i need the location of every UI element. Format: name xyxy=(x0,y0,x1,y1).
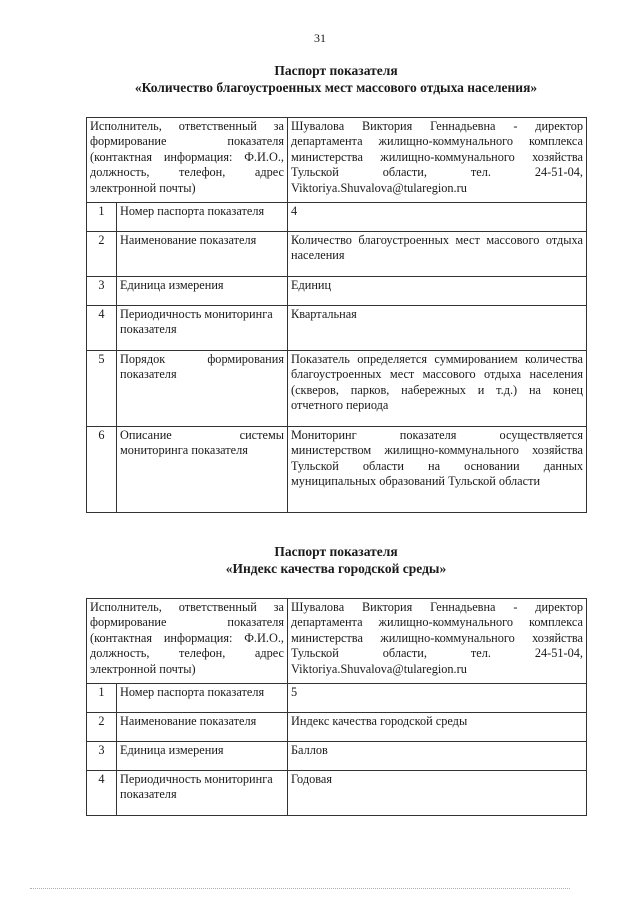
table-row-executor xyxy=(87,118,587,203)
table-row xyxy=(87,427,587,513)
row-value: Единиц xyxy=(288,277,587,306)
row-number: 4 xyxy=(87,771,117,816)
indicator-passport-4 xyxy=(86,62,586,513)
row-number: 2 xyxy=(87,713,117,742)
executor-label: Исполнитель, ответственный за формирование показателя (контактная информация: Ф.И.О., должность, телефон, адрес электронной почты) xyxy=(87,118,288,203)
row-value: Индекс качества городской среды xyxy=(288,713,587,742)
table-row xyxy=(87,232,587,277)
table-row xyxy=(87,351,587,427)
row-label: Описание системы мониторинга показателя xyxy=(117,427,288,513)
table-row xyxy=(87,742,587,771)
row-label: Номер паспорта показателя xyxy=(117,203,288,232)
passport-table xyxy=(86,117,587,513)
passport-subtitle: «Количество благоустроенных мест массового отдыха населения» xyxy=(134,80,538,95)
row-number: 3 xyxy=(87,277,117,306)
scan-artifact-line xyxy=(30,888,570,890)
executor-label: Исполнитель, ответственный за формирование показателя (контактная информация: Ф.И.О., должность, телефон, адрес электронной почты) xyxy=(87,599,288,684)
row-number: 1 xyxy=(87,684,117,713)
passport-subtitle: «Индекс качества городской среды» xyxy=(225,561,447,576)
table-row-executor xyxy=(87,599,587,684)
row-value: Баллов xyxy=(288,742,587,771)
row-value: 4 xyxy=(288,203,587,232)
table-row xyxy=(87,277,587,306)
row-label: Периодичность мониторинга показателя xyxy=(117,306,288,351)
row-value: Показатель определяется суммированием количества благоустроенных мест массового отдыха населения (скверов, парков, набережных и т.д.) на конец отчетного периода xyxy=(288,351,587,427)
table-row xyxy=(87,771,587,816)
passport-title: Паспорт показателя xyxy=(274,63,398,78)
row-label: Наименование показателя xyxy=(117,713,288,742)
indicator-passport-5 xyxy=(86,543,586,816)
row-label: Номер паспорта показателя xyxy=(117,684,288,713)
row-number: 6 xyxy=(87,427,117,513)
table-row xyxy=(87,684,587,713)
passport-title: Паспорт показателя xyxy=(274,544,398,559)
row-number: 2 xyxy=(87,232,117,277)
row-number: 5 xyxy=(87,351,117,427)
page-number: 31 xyxy=(314,31,326,45)
table-row xyxy=(87,306,587,351)
row-number: 1 xyxy=(87,203,117,232)
row-label: Единица измерения xyxy=(117,277,288,306)
table-row xyxy=(87,713,587,742)
passport-table xyxy=(86,598,587,816)
row-number: 3 xyxy=(87,742,117,771)
row-label: Наименование показателя xyxy=(117,232,288,277)
row-value: Квартальная xyxy=(288,306,587,351)
row-value: Мониторинг показателя осуществляется министерством жилищно-коммунального хозяйства Тульской области на основании данных муниципальных образований Тульской области xyxy=(288,427,587,513)
row-label: Единица измерения xyxy=(117,742,288,771)
table-row xyxy=(87,203,587,232)
row-value: 5 xyxy=(288,684,587,713)
executor-value: Шувалова Виктория Геннадьевна - директор департамента жилищно-коммунального комплекса министерства жилищно-коммунального хозяйства Тульской области, тел. 24-51-04, Viktoriya.Shuvalova@tularegion.ru xyxy=(288,599,587,684)
row-label: Периодичность мониторинга показателя xyxy=(117,771,288,816)
row-label: Порядок формирования показателя xyxy=(117,351,288,427)
row-value: Годовая xyxy=(288,771,587,816)
row-value: Количество благоустроенных мест массового отдыха населения xyxy=(288,232,587,277)
executor-value: Шувалова Виктория Геннадьевна - директор департамента жилищно-коммунального комплекса министерства жилищно-коммунального хозяйства Тульской области, тел. 24-51-04, Viktoriya.Shuvalova@tularegion.ru xyxy=(288,118,587,203)
row-number: 4 xyxy=(87,306,117,351)
